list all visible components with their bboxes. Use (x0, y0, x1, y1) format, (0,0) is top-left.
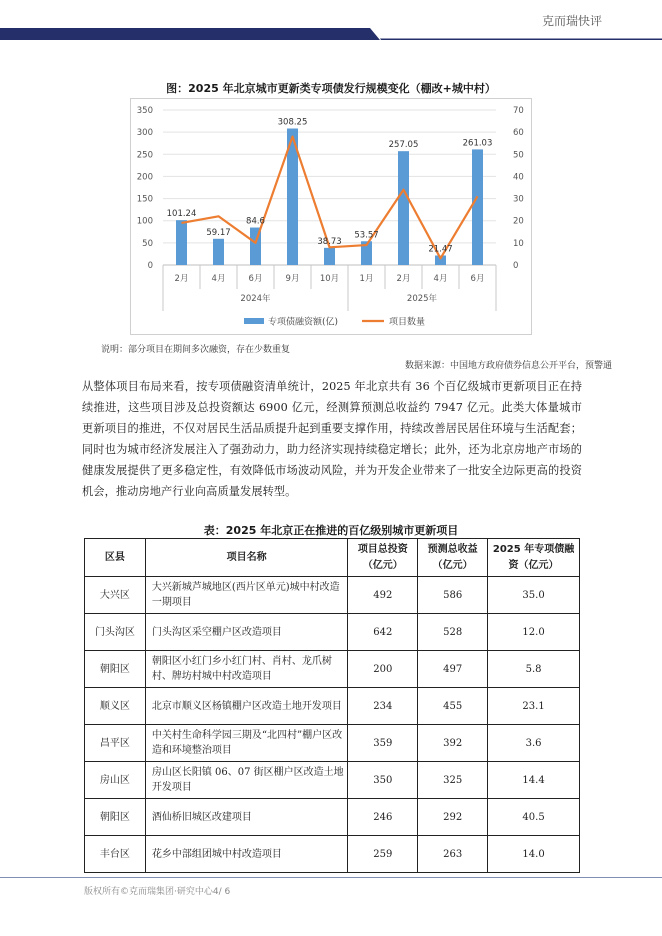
projects-table (84, 538, 580, 873)
table-row (85, 614, 580, 651)
table-title: 表：2025 年北京正在推进的百亿级别城市更新项目 (203, 524, 459, 537)
right-axis-tick: 20 (513, 216, 524, 227)
cell-district: 大兴区 (85, 577, 146, 614)
cell-bond: 5.8 (488, 651, 580, 688)
cell-investment: 642 (348, 614, 418, 651)
bar (324, 248, 335, 265)
cell-investment: 359 (348, 725, 418, 762)
data-source: 数据来源：中国地方政府债券信息公开平台，预警通 (404, 361, 612, 371)
cell-revenue: 497 (418, 651, 488, 688)
legend-label: 专项债融资额(亿) (268, 317, 339, 328)
bar-data-label: 101.24 (166, 209, 197, 220)
left-axis-tick: 250 (136, 150, 153, 161)
table-row (85, 688, 580, 725)
left-axis-tick: 300 (136, 128, 153, 139)
header-bond-financing: 2025 年专项债融资（亿元） (488, 539, 580, 577)
bar-data-label: 38.73 (317, 236, 342, 247)
year-group-label: 2024年 (240, 294, 271, 304)
table-row (85, 799, 580, 836)
cell-revenue: 528 (418, 614, 488, 651)
bar-data-label: 261.03 (462, 138, 493, 149)
cell-district: 朝阳区 (85, 651, 146, 688)
category-tick: 6月 (470, 274, 485, 284)
category-tick: 2月 (174, 274, 189, 284)
bar (176, 220, 187, 265)
table-row (85, 577, 580, 614)
table-row (85, 836, 580, 873)
bar-data-label: 257.05 (388, 140, 419, 151)
legend-swatch-bars (244, 318, 264, 324)
legend-label: 项目数量 (389, 317, 426, 328)
cell-revenue: 292 (418, 799, 488, 836)
cell-district: 房山区 (85, 762, 146, 799)
cell-bond: 23.1 (488, 688, 580, 725)
cell-investment: 246 (348, 799, 418, 836)
cell-revenue: 263 (418, 836, 488, 873)
category-tick: 9月 (285, 274, 300, 284)
left-axis-tick: 0 (147, 261, 153, 271)
cell-project-name: 北京市顺义区杨镇棚户区改造土地开发项目 (145, 688, 348, 725)
cell-investment: 492 (348, 577, 418, 614)
cell-district: 顺义区 (85, 688, 146, 725)
left-axis-tick: 100 (136, 216, 153, 227)
right-axis-tick: 50 (513, 150, 524, 161)
header-district: 区县 (85, 539, 146, 577)
table-row (85, 725, 580, 762)
cell-project-name: 门头沟区采空棚户区改造项目 (145, 614, 348, 651)
table-row (85, 762, 580, 799)
cell-district: 门头沟区 (85, 614, 146, 651)
right-axis-tick: 40 (513, 172, 524, 183)
cell-investment: 350 (348, 762, 418, 799)
bar (398, 151, 409, 265)
table-header-row (85, 539, 580, 577)
cell-district: 丰台区 (85, 836, 146, 873)
right-axis-tick: 10 (513, 238, 524, 249)
right-axis-tick: 70 (513, 106, 524, 116)
cell-project-name: 花乡中部组团城中村改造项目 (145, 836, 348, 873)
chart-frame (130, 98, 532, 335)
left-axis-tick: 150 (136, 194, 153, 205)
cell-investment: 234 (348, 688, 418, 725)
chart-title: 图：2025 年北京城市更新类专项债发行规模变化（棚改+城中村） (166, 82, 496, 95)
chart (131, 99, 531, 334)
category-tick: 1月 (359, 274, 374, 284)
header-forecast-revenue: 预测总收益（亿元） (418, 539, 488, 577)
cell-revenue: 455 (418, 688, 488, 725)
category-tick: 2月 (396, 274, 411, 284)
footer-copyright: 版权所有©克而瑞集团·研究中心4/ 6 (84, 887, 231, 897)
bar (472, 149, 483, 265)
category-tick: 4月 (211, 274, 226, 284)
cell-investment: 259 (348, 836, 418, 873)
cell-district: 朝阳区 (85, 799, 146, 836)
table-row (85, 651, 580, 688)
cell-district: 昌平区 (85, 725, 146, 762)
cell-bond: 35.0 (488, 577, 580, 614)
cell-bond: 14.0 (488, 836, 580, 873)
cell-investment: 200 (348, 651, 418, 688)
left-axis-tick: 350 (136, 106, 153, 116)
cell-project-name: 房山区长阳镇 06、07 街区棚户区改造土地开发项目 (145, 762, 348, 799)
cell-revenue: 586 (418, 577, 488, 614)
bar (213, 239, 224, 265)
bar-data-label: 308.25 (277, 117, 308, 128)
bar-data-label: 59.17 (206, 227, 231, 238)
footer-divider (0, 877, 662, 878)
bar-data-label: 84.6 (246, 216, 265, 227)
right-axis-tick: 0 (513, 261, 519, 271)
cell-bond: 3.6 (488, 725, 580, 762)
right-axis-tick: 30 (513, 194, 524, 205)
right-axis-tick: 60 (513, 128, 524, 139)
left-axis-tick: 50 (142, 238, 153, 249)
cell-project-name: 大兴新城芦城地区(西片区单元)城中村改造一期项目 (145, 577, 348, 614)
category-tick: 10月 (319, 274, 340, 284)
header-total-investment: 项目总投资（亿元） (348, 539, 418, 577)
left-axis-tick: 200 (136, 172, 153, 183)
cell-project-name: 朝阳区小红门乡小红门村、肖村、龙爪树村、牌坊村城中村改造项目 (145, 651, 348, 688)
cell-project-name: 中关村生命科学园三期及“北四村”棚户区改造和环境整治项目 (145, 725, 348, 762)
cell-bond: 40.5 (488, 799, 580, 836)
cell-bond: 14.4 (488, 762, 580, 799)
cell-bond: 12.0 (488, 614, 580, 651)
cell-project-name: 酒仙桥旧城区改建项目 (145, 799, 348, 836)
year-group-label: 2025年 (406, 294, 438, 304)
bar-data-label: 21.47 (428, 244, 453, 255)
cell-revenue: 325 (418, 762, 488, 799)
chart-note: 说明：部分项目在期间多次融资，存在少数重复 (101, 345, 291, 355)
body-paragraph: 从整体项目布局来看，按专项债融资清单统计，2025 年北京共有 36 个百亿级城市更新项目正在持续推进，这些项目涉及总投资额达 6900 亿元，经测算预测总收益约 7947 亿元。此类大体量城市更新项目的推进，不仅对居民生活品质提升起到重要支撑作用，持续改善居民居住环境与生活配套；同时也为城市经济发展注入了强劲动力，助力经济实现持续稳定增长；此外，还为北京房地产市场的健康发展提供了更多稳定性，有效降低市场波动风险，并为开发企业带来了一批安全边际更高的投资机会，推动房地产行业向高质量发展转型。 (82, 380, 582, 498)
cell-revenue: 392 (418, 725, 488, 762)
bar-data-label: 53.57 (354, 230, 379, 241)
header-band (0, 28, 662, 40)
category-tick: 6月 (248, 274, 263, 284)
category-tick: 4月 (433, 274, 448, 284)
header-project-name: 项目名称 (145, 539, 348, 577)
brand-name: 克而瑞快评 (541, 14, 602, 28)
